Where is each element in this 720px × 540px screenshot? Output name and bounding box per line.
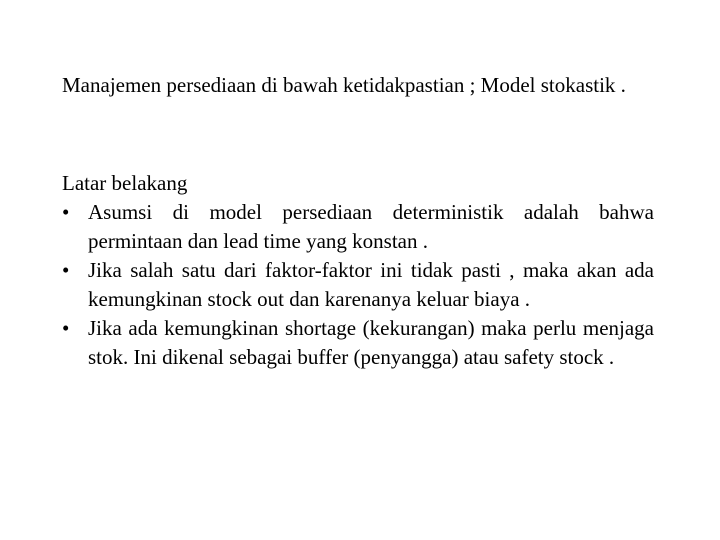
bullet-text: Asumsi di model persediaan deterministik adalah bahwa permintaan dan lead time yang konstan . [88, 200, 654, 253]
slide-body [62, 169, 654, 372]
bullet-icon: • [62, 258, 70, 282]
bullet-list [62, 198, 654, 372]
bullet-text: Jika salah satu dari faktor-faktor ini tidak pasti , maka akan ada kemungkinan stock out dan karenanya keluar biaya . [88, 258, 654, 311]
bullet-item [62, 314, 654, 372]
slide-title: Manajemen persediaan di bawah ketidakpastian ; Model stokastik . [62, 73, 626, 97]
bullet-text: Jika ada kemungkinan shortage (kekurangan) maka perlu menjaga stok. Ini dikenal sebagai buffer (penyangga) atau safety stock . [88, 316, 654, 369]
bullet-item [62, 256, 654, 314]
section-heading: Latar belakang [62, 171, 188, 195]
bullet-item [62, 198, 654, 256]
bullet-icon: • [62, 200, 70, 224]
bullet-icon: • [62, 316, 70, 340]
